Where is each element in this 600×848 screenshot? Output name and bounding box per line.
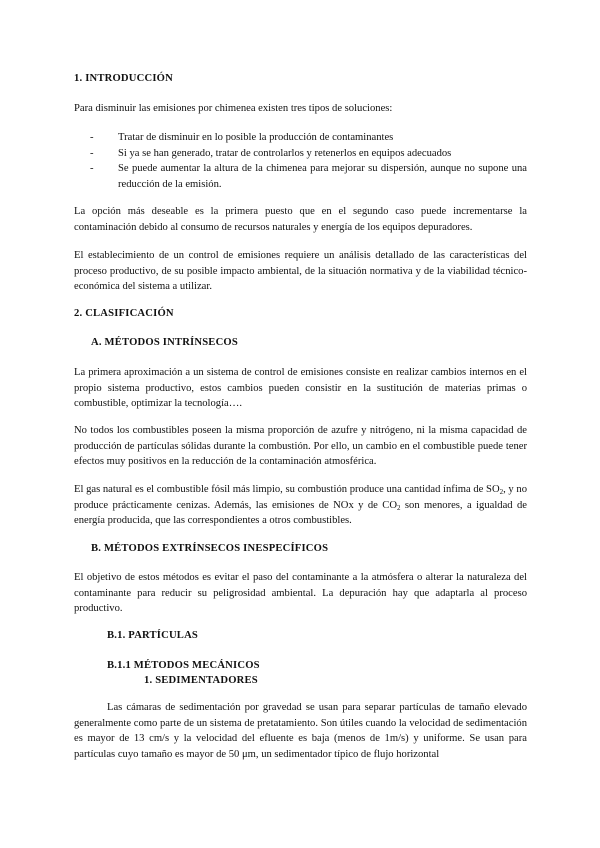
list-item: - Tratar de disminuir en lo posible la producción de contaminantes xyxy=(74,130,527,146)
paragraph-establecimiento: El establecimiento de un control de emisiones requiere un análisis detallado de las características del proceso productivo, de su posible impacto ambiental, de la situación normativa y de la viabilidad técnico-económica del sistema a utilizar. xyxy=(74,250,527,293)
list-dash: - xyxy=(90,147,94,159)
paragraph-intro: Para disminuir las emisiones por chimenea existen tres tipos de soluciones: xyxy=(74,103,393,114)
paragraph-opcion: La opción más deseable es la primera puesto que en el segundo caso puede incrementarse la contaminación debido al consumo de recursos naturales y energía de los equipos depuradores. xyxy=(74,206,527,233)
heading-metodos-mecanicos: B.1.1 MÉTODOS MECÁNICOS xyxy=(107,660,260,671)
paragraph-combustibles: No todos los combustibles poseen la misma proporción de azufre y nitrógeno, ni la misma capacidad de producción de partículas sólidas durante la combustión. Por ello, un cambio en el combustible puede tener efectos muy positivos en la reducción de la contaminación atmosférica. xyxy=(74,425,527,468)
list-item: - Si ya se han generado, tratar de controlarlos y retenerlos en equipos adecuados xyxy=(74,146,527,162)
heading-metodos-intrinsecos: A. MÉTODOS INTRÍNSECOS xyxy=(91,337,238,348)
paragraph-objetivo: El objetivo de estos métodos es evitar el paso del contaminante a la atmósfera o alterar la naturaleza del contaminante para reducir su peligrosidad ambiental. La depuración hay que adaptarla al proceso productivo. xyxy=(74,572,527,615)
heading-sedimentadores: 1. SEDIMENTADORES xyxy=(144,675,258,686)
list-dash: - xyxy=(90,132,94,143)
list-dash: - xyxy=(90,163,94,175)
heading-introduccion: 1. INTRODUCCIÓN xyxy=(74,73,173,84)
solutions-list xyxy=(74,130,527,192)
paragraph-gas-natural: El gas natural es el combustible fósil más limpio, su combustión produce una cantidad ínfima de $SO_2$, y no produce prácticamente cenizas. Además, las emisiones de NOx y de $CO_2$ son menores, a igualdad de energía producida, que las correspondientes a otros combustibles. xyxy=(74,484,528,527)
paragraph-camaras-sedimentacion: Las cámaras de sedimentación por gravedad se usan para separar partículas de tamaño elevado generalmente como parte de un sistema de pretatamiento. Son útiles cuando la velocidad de sedimentación es mayor de 13 cm/s y la velocidad del efluente es baja (menos de 1m/s) y uniforme. Se usan para partículas cuyo tamaño es mayor de 50 μm, un sedimentador típico de flujo horizontal xyxy=(74,702,527,760)
subscript: 2 xyxy=(397,503,401,512)
subscript: 2 xyxy=(499,488,504,496)
heading-particulas: B.1. PARTÍCULAS xyxy=(107,630,199,641)
paragraph-primera-aproximacion: La primera aproximación a un sistema de control de emisiones consiste en realizar cambios internos en el propio sistema productivo, estos cambios pueden consistir en la sustitución de materias primas o combustible, optimizar la tecnología…. xyxy=(74,367,527,410)
heading-clasificacion: 2. CLASIFICACIÓN xyxy=(74,308,174,319)
list-item: - Se puede aumentar la altura de la chimenea para mejorar su dispersión, aunque no supone una reducción de la emisión. xyxy=(90,163,527,190)
heading-metodos-extrinsecos: B. MÉTODOS EXTRÍNSECOS INESPECÍFICOS xyxy=(91,543,329,554)
